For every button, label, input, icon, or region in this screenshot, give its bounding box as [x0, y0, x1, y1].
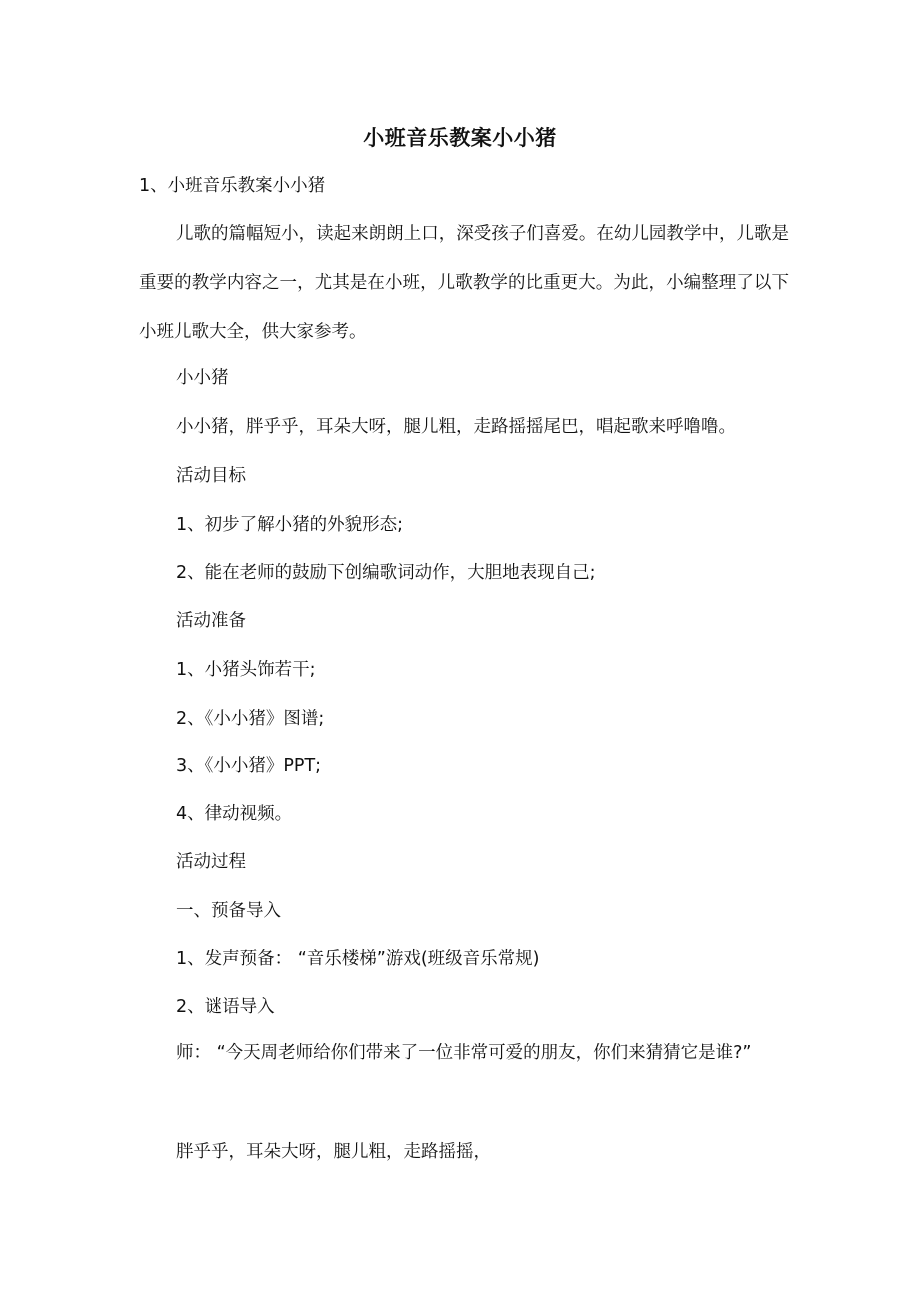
process-heading: 活动过程 — [176, 852, 246, 872]
song-title: 小小猪 — [176, 368, 229, 388]
goal-item: 2、能在老师的鼓励下创编歌词动作，大胆地表现自己; — [176, 563, 596, 583]
goal-item: 1、初步了解小猪的外貌形态; — [176, 515, 404, 535]
teacher-dialogue: 师： “今天周老师给你们带来了一位非常可爱的朋友，你们来猜猜它是谁?” — [176, 1043, 752, 1063]
process-item: 1、发声预备： “音乐楼梯”游戏(班级音乐常规) — [176, 949, 540, 969]
process-step: 一、预备导入 — [176, 901, 281, 921]
riddle-text: 胖乎乎，耳朵大呀，腿儿粗，走路摇摇， — [176, 1142, 491, 1162]
song-lyrics: 小小猪，胖乎乎，耳朵大呀，腿儿粗，走路摇摇尾巴，唱起歌来呼噜噜。 — [176, 417, 736, 437]
intro-paragraph: 儿歌的篇幅短小，读起来朗朗上口，深受孩子们喜爱。在幼儿园教学中，儿歌是重要的教学内容之一，尤其是在小班，儿歌教学的比重更大。为此，小编整理了以下小班儿歌大全，供大家参考。 — [139, 224, 789, 342]
goals-heading: 活动目标 — [176, 466, 246, 486]
preparation-heading: 活动准备 — [176, 611, 246, 631]
preparation-item: 1、小猪头饰若干; — [176, 660, 316, 680]
preparation-item: 4、律动视频。 — [176, 804, 293, 824]
section-heading: 1、小班音乐教案小小猪 — [139, 176, 326, 196]
preparation-item: 3、《小小猪》PPT; — [176, 756, 322, 776]
preparation-item: 2、《小小猪》图谱; — [176, 709, 325, 729]
process-item: 2、谜语导入 — [176, 997, 275, 1017]
document-title: 小班音乐教案小小猪 — [363, 126, 557, 150]
